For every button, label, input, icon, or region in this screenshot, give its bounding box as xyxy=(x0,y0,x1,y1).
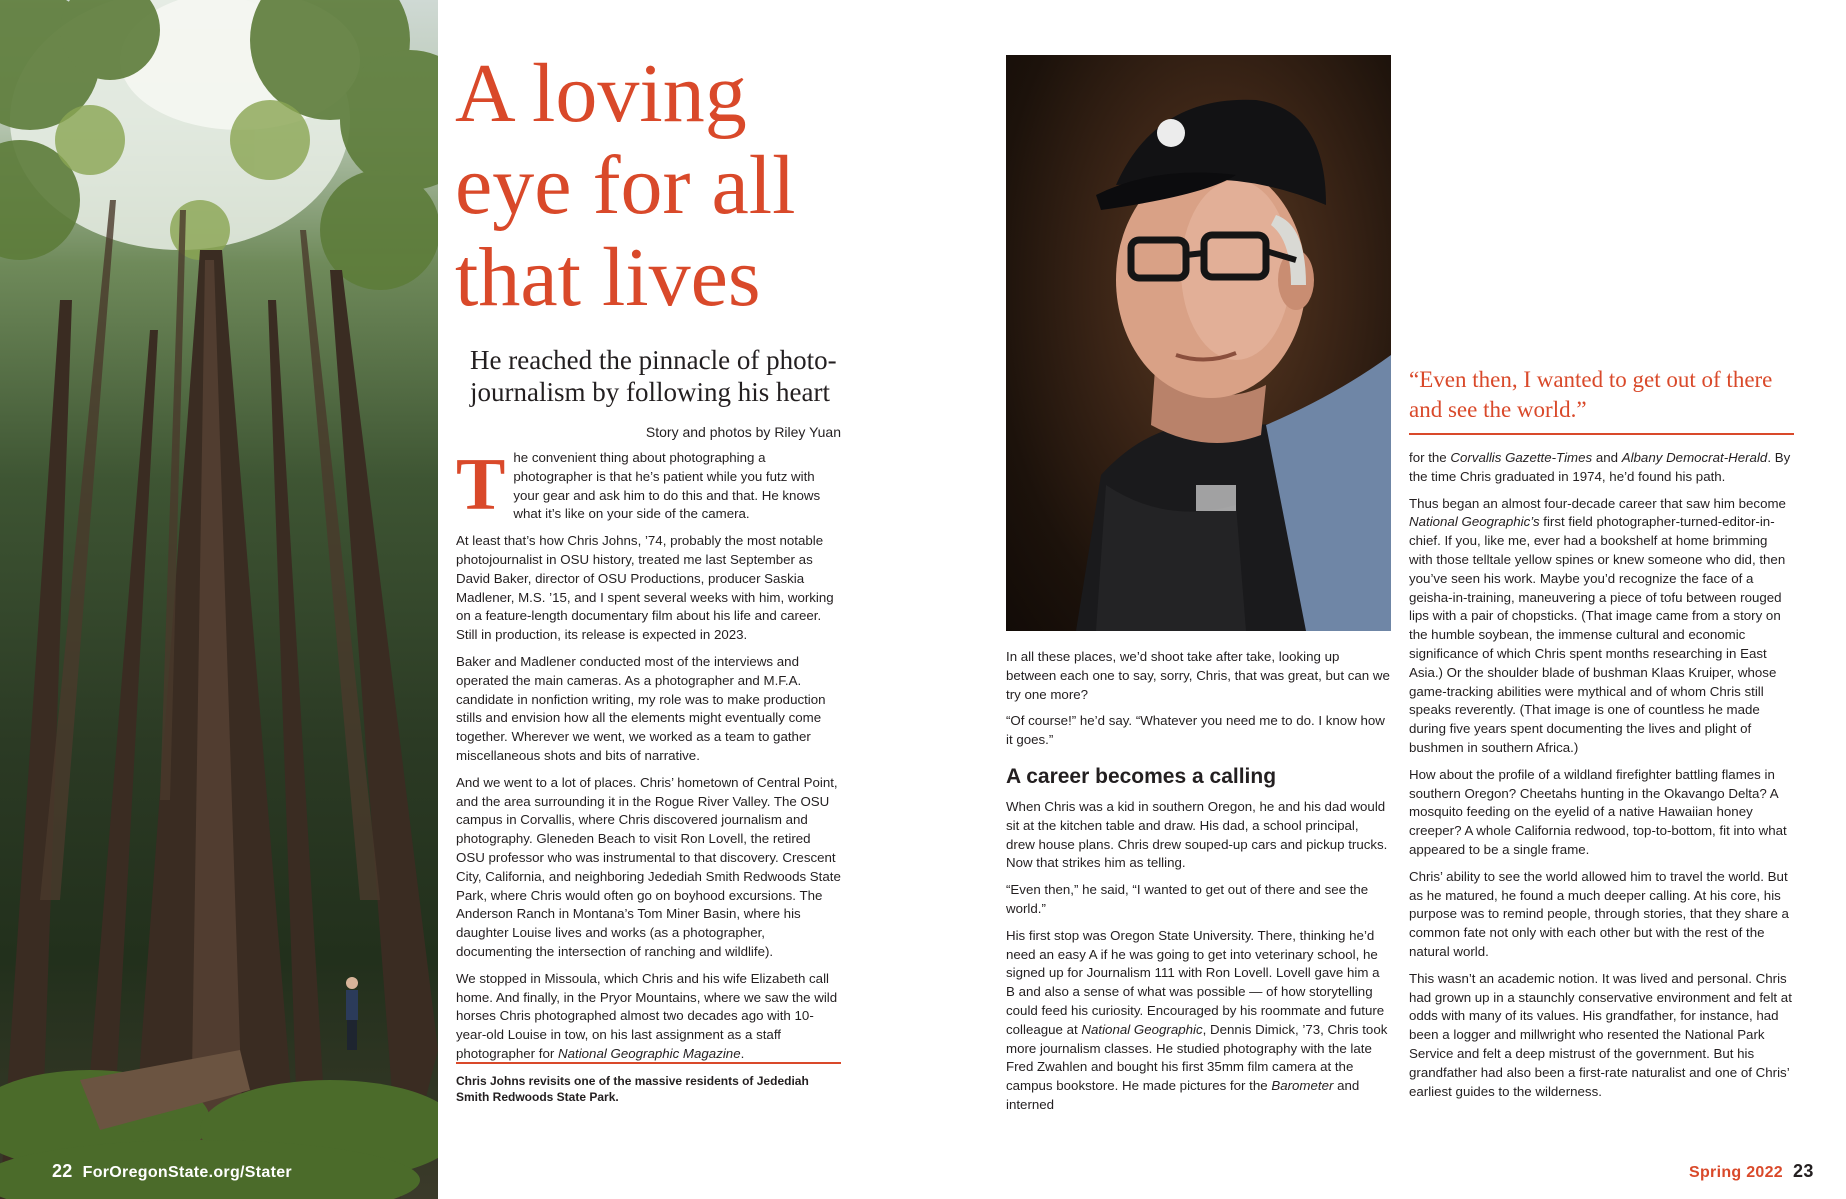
paragraph: Chris’ ability to see the world allowed him to travel the world. But as he matured, he found a much deeper calling. At his core, his purpose was to remind people, through stories, that they share a common fate not only with each other but with the rest of the natural world. xyxy=(1409,868,1789,959)
page-number-23: 23 xyxy=(1793,1161,1814,1181)
page-number-22: 22 xyxy=(52,1161,73,1181)
publication-title: National Geographic Magazine xyxy=(558,1045,741,1061)
headline-line-1: A loving xyxy=(455,47,747,140)
paragraph-text: , Dennis Dimick, ’73, Chris took more journalism classes. He studied photography with the late Fred Zwahlen and bought his first 35mm film camera at the campus bookstore. He made pictures for the xyxy=(1006,1021,1388,1094)
paragraph-text: first field photographer-turned-editor-in-chief. If you, like me, ever had a bookshelf at home brimming with those telltale yellow spines or knew someone who did, then you’ve seen his work. Maybe you’d recognize the face of a geisha-in-training, maneuvering a piece of tofu between rouged lips with a pair of chopsticks. (That image came from a story on the humble soybean, the immense cultural and economic significance of which Chris spent months researching in East Asia.) Or the shoulder blade of bushman Klaas Kruiper, whose game-tracking abilities were mythical and of whom Chris still speaks reverently. (That image is one of countless he made during five years spent documenting the lives and plight of bushmen in southern Africa.) xyxy=(1409,514,1786,755)
dek-line-2: journalism by following his heart xyxy=(470,377,830,407)
article-dek xyxy=(470,344,870,408)
paragraph-text: and xyxy=(1592,450,1622,465)
publication-title: Corvallis Gazette-Times xyxy=(1450,450,1593,465)
paragraph-text: Thus began an almost four-decade career that saw him become xyxy=(1409,495,1786,511)
body-column-2 xyxy=(1006,648,1391,1123)
paragraph xyxy=(456,970,841,1064)
publication-title: Barometer xyxy=(1271,1078,1334,1094)
redwood-forest-photo xyxy=(0,0,438,1199)
paragraph: This wasn’t an academic notion. It was lived and personal. Chris had grown up in a staunchly conservative environment and felt at odds with many of its values. His grandfather, for instance, had been a logger and millwright who resented the National Park Service and felt a deep mistrust of the government. But his grandfather had also been a first-rate naturalist and one of Chris’ earliest guides to the wilderness. xyxy=(1409,970,1792,1099)
paragraph: When Chris was a kid in southern Oregon, he and his dad would sit at the kitchen table and draw. His dad, a school principal, drew house plans. Chris drew souped-up cars and pickup trucks. Now that strikes him as telling. xyxy=(1006,798,1388,871)
paragraph: At least that’s how Chris Johns, ’74, probably the most notable photojournalist in OSU history, treated me last September as David Baker, director of OSU Productions, producer Saskia Madlener, M.S. ’15, and I spent several weeks with him, working on a feature-length documentary film about his life and career. Still in production, its release is expected in 2023. xyxy=(456,533,834,643)
caption-rule xyxy=(456,1062,841,1064)
paragraph: Baker and Madlener conducted most of the interviews and operated the main cameras. As a photographer and M.F.A. candidate in nonfiction writing, my role was to make production stills and envision how all the elements might eventually come together. Wherever we went, we worked as a team to gather miscellaneous shots and bits of narrative. xyxy=(456,653,826,763)
paragraph xyxy=(456,444,841,526)
paragraph: “Of course!” he’d say. “Whatever you need me to do. I know how it goes.” xyxy=(1006,713,1385,748)
paragraph-text: His first stop was Oregon State University. There, thinking he’d need an easy A if he was going to get into veterinary school, he signed up for Journalism 111 with Ron Lovell. Lovell gave him a B and also a sense of what was possible — of how storytelling could feed his curiosity. Encouraged by his roommate and future colleague at xyxy=(1006,927,1385,1037)
photo-caption: Chris Johns revisits one of the massive residents of Jedediah Smith Redwoods State Park. xyxy=(456,1074,809,1104)
left-folio xyxy=(52,1161,292,1182)
portrait-illustration xyxy=(1006,55,1391,631)
body-column-1 xyxy=(456,444,841,1072)
redwood-forest-illustration xyxy=(0,0,438,1199)
publication-title: Albany Democrat-Herald xyxy=(1621,450,1768,465)
publication-title: National Geographic’s xyxy=(1409,514,1540,530)
headline-line-3: that lives xyxy=(455,231,761,324)
headline-line-2: eye for all xyxy=(455,139,796,232)
paragraph-text: and interned xyxy=(1006,1078,1360,1112)
body-column-3 xyxy=(1409,449,1794,1109)
paragraph xyxy=(1409,495,1794,758)
pull-quote-rule xyxy=(1409,433,1794,435)
portrait-photo xyxy=(1006,55,1391,631)
right-folio xyxy=(1689,1161,1814,1182)
publication-title: National Geographic xyxy=(1081,1021,1203,1037)
left-folio-url: ForOregonState.org/Stater xyxy=(82,1164,292,1181)
paragraph xyxy=(1409,449,1794,487)
byline: Story and photos by Riley Yuan xyxy=(645,424,841,440)
paragraph-text: We stopped in Missoula, which Chris and his wife Elizabeth call home. And finally, in the Pryor Mountains, where we saw the wild horses Chris photographed almost two decades ago with 10-year-old Louise in tow, on his last assignment as a staff photographer for xyxy=(456,970,838,1061)
article-headline xyxy=(455,48,855,324)
person-figure xyxy=(346,977,358,1050)
pull-quote: “Even then, I wanted to get out of there and see the world.” xyxy=(1409,367,1773,422)
paragraph-text: for the xyxy=(1409,450,1451,465)
paragraph-text: . xyxy=(740,1045,745,1061)
paragraph: How about the profile of a wildland firefighter battling flames in southern Oregon? Cheetahs hunting in the Okavango Delta? A mosquito feeding on the eyelid of a native Hawaiian honey creeper? A whole California redwood, top-to-bottom, fit into what appeared to be a single frame. xyxy=(1409,766,1787,857)
drop-cap: T xyxy=(456,444,506,526)
paragraph: And we went to a lot of places. Chris’ hometown of Central Point, and the area surrounding it in the Rogue River Valley. The OSU campus in Corvallis, where Chris discovered journalism and photography. Gleneden Beach to visit Ron Lovell, the retired OSU professor who was instrumental to that discovery. Crescent City, California, and neighboring Jedediah Smith Redwoods State Park, where Chris would often go on boyhood excursions. The Anderson Ranch in Montana’s Tom Miner Basin, where his daughter Louise lives and works (as a photographer, documenting the intersection of ranching and wildlife). xyxy=(456,774,841,959)
paragraph xyxy=(1006,927,1391,1115)
section-subhead: A career becomes a calling xyxy=(1006,764,1277,788)
dek-line-1: He reached the pinnacle of photo- xyxy=(470,345,837,375)
paragraph-text: . By the time Chris graduated in 1974, he’d found his path. xyxy=(1409,450,1791,484)
paragraph: In all these places, we’d shoot take after take, looking up between each one to say, sorry, Chris, that was great, but can we try one more? xyxy=(1006,649,1390,702)
paragraph: “Even then,” he said, “I wanted to get out of there and see the world.” xyxy=(1006,882,1369,916)
issue-date: Spring 2022 xyxy=(1689,1164,1784,1181)
paragraph-text: he convenient thing about photographing a photographer is that he’s patient while you futz with your gear and ask him to do this and that. He knows what it’s like on your side of the camera. xyxy=(513,450,821,522)
